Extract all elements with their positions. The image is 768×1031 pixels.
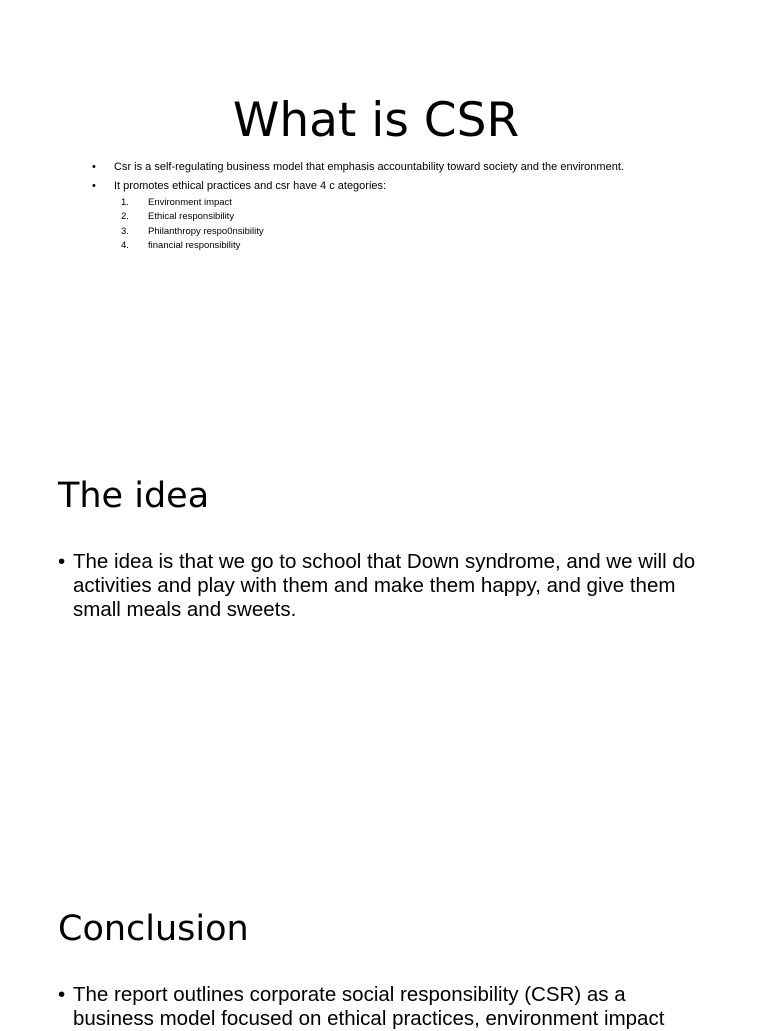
bullet-item (90, 160, 730, 175)
category-number: 3. (121, 225, 129, 237)
category-list (90, 196, 730, 253)
bullet-item (58, 550, 708, 622)
bullet-dot: • (92, 180, 96, 192)
category-item (90, 196, 730, 210)
category-item (90, 225, 730, 239)
category-number: 4. (121, 239, 129, 251)
slide-the-idea (0, 440, 768, 870)
bullet-list (90, 160, 730, 257)
bullet-list (58, 550, 708, 622)
bullet-text: The idea is that we go to school that Down syndrome, and we will do activities and play with them and make them happy, and give them small meals and sweets. (73, 550, 696, 621)
category-item (90, 210, 730, 224)
bullet-item (90, 179, 730, 253)
category-label: financial responsibility (148, 239, 241, 251)
bullet-text: It promotes ethical practices and csr have 4 c ategories: (114, 180, 387, 192)
category-label: Ethical responsibility (148, 211, 235, 223)
bullet-text: Csr is a self-regulating business model that emphasis accountability toward society and the environment. (114, 161, 624, 173)
slide-title: What is CSR (232, 93, 520, 148)
slide-title: The idea (58, 476, 210, 516)
bullet-dot: • (58, 983, 66, 1006)
slide-conclusion (0, 870, 768, 1030)
bullet-dot: • (92, 161, 96, 173)
slide-title: Conclusion (58, 909, 249, 949)
category-number: 1. (121, 197, 129, 208)
category-item (90, 239, 730, 253)
slide-what-is-csr (0, 0, 768, 440)
category-label: Environment impact (148, 197, 232, 208)
category-label: Philanthropy respo0nsibility (148, 225, 264, 237)
category-number: 2. (121, 211, 129, 223)
bullet-dot: • (58, 550, 66, 573)
bullet-text: The report outlines corporate social responsibility (CSR) as a business model focused on ethical practices, environment impact (73, 983, 665, 1030)
